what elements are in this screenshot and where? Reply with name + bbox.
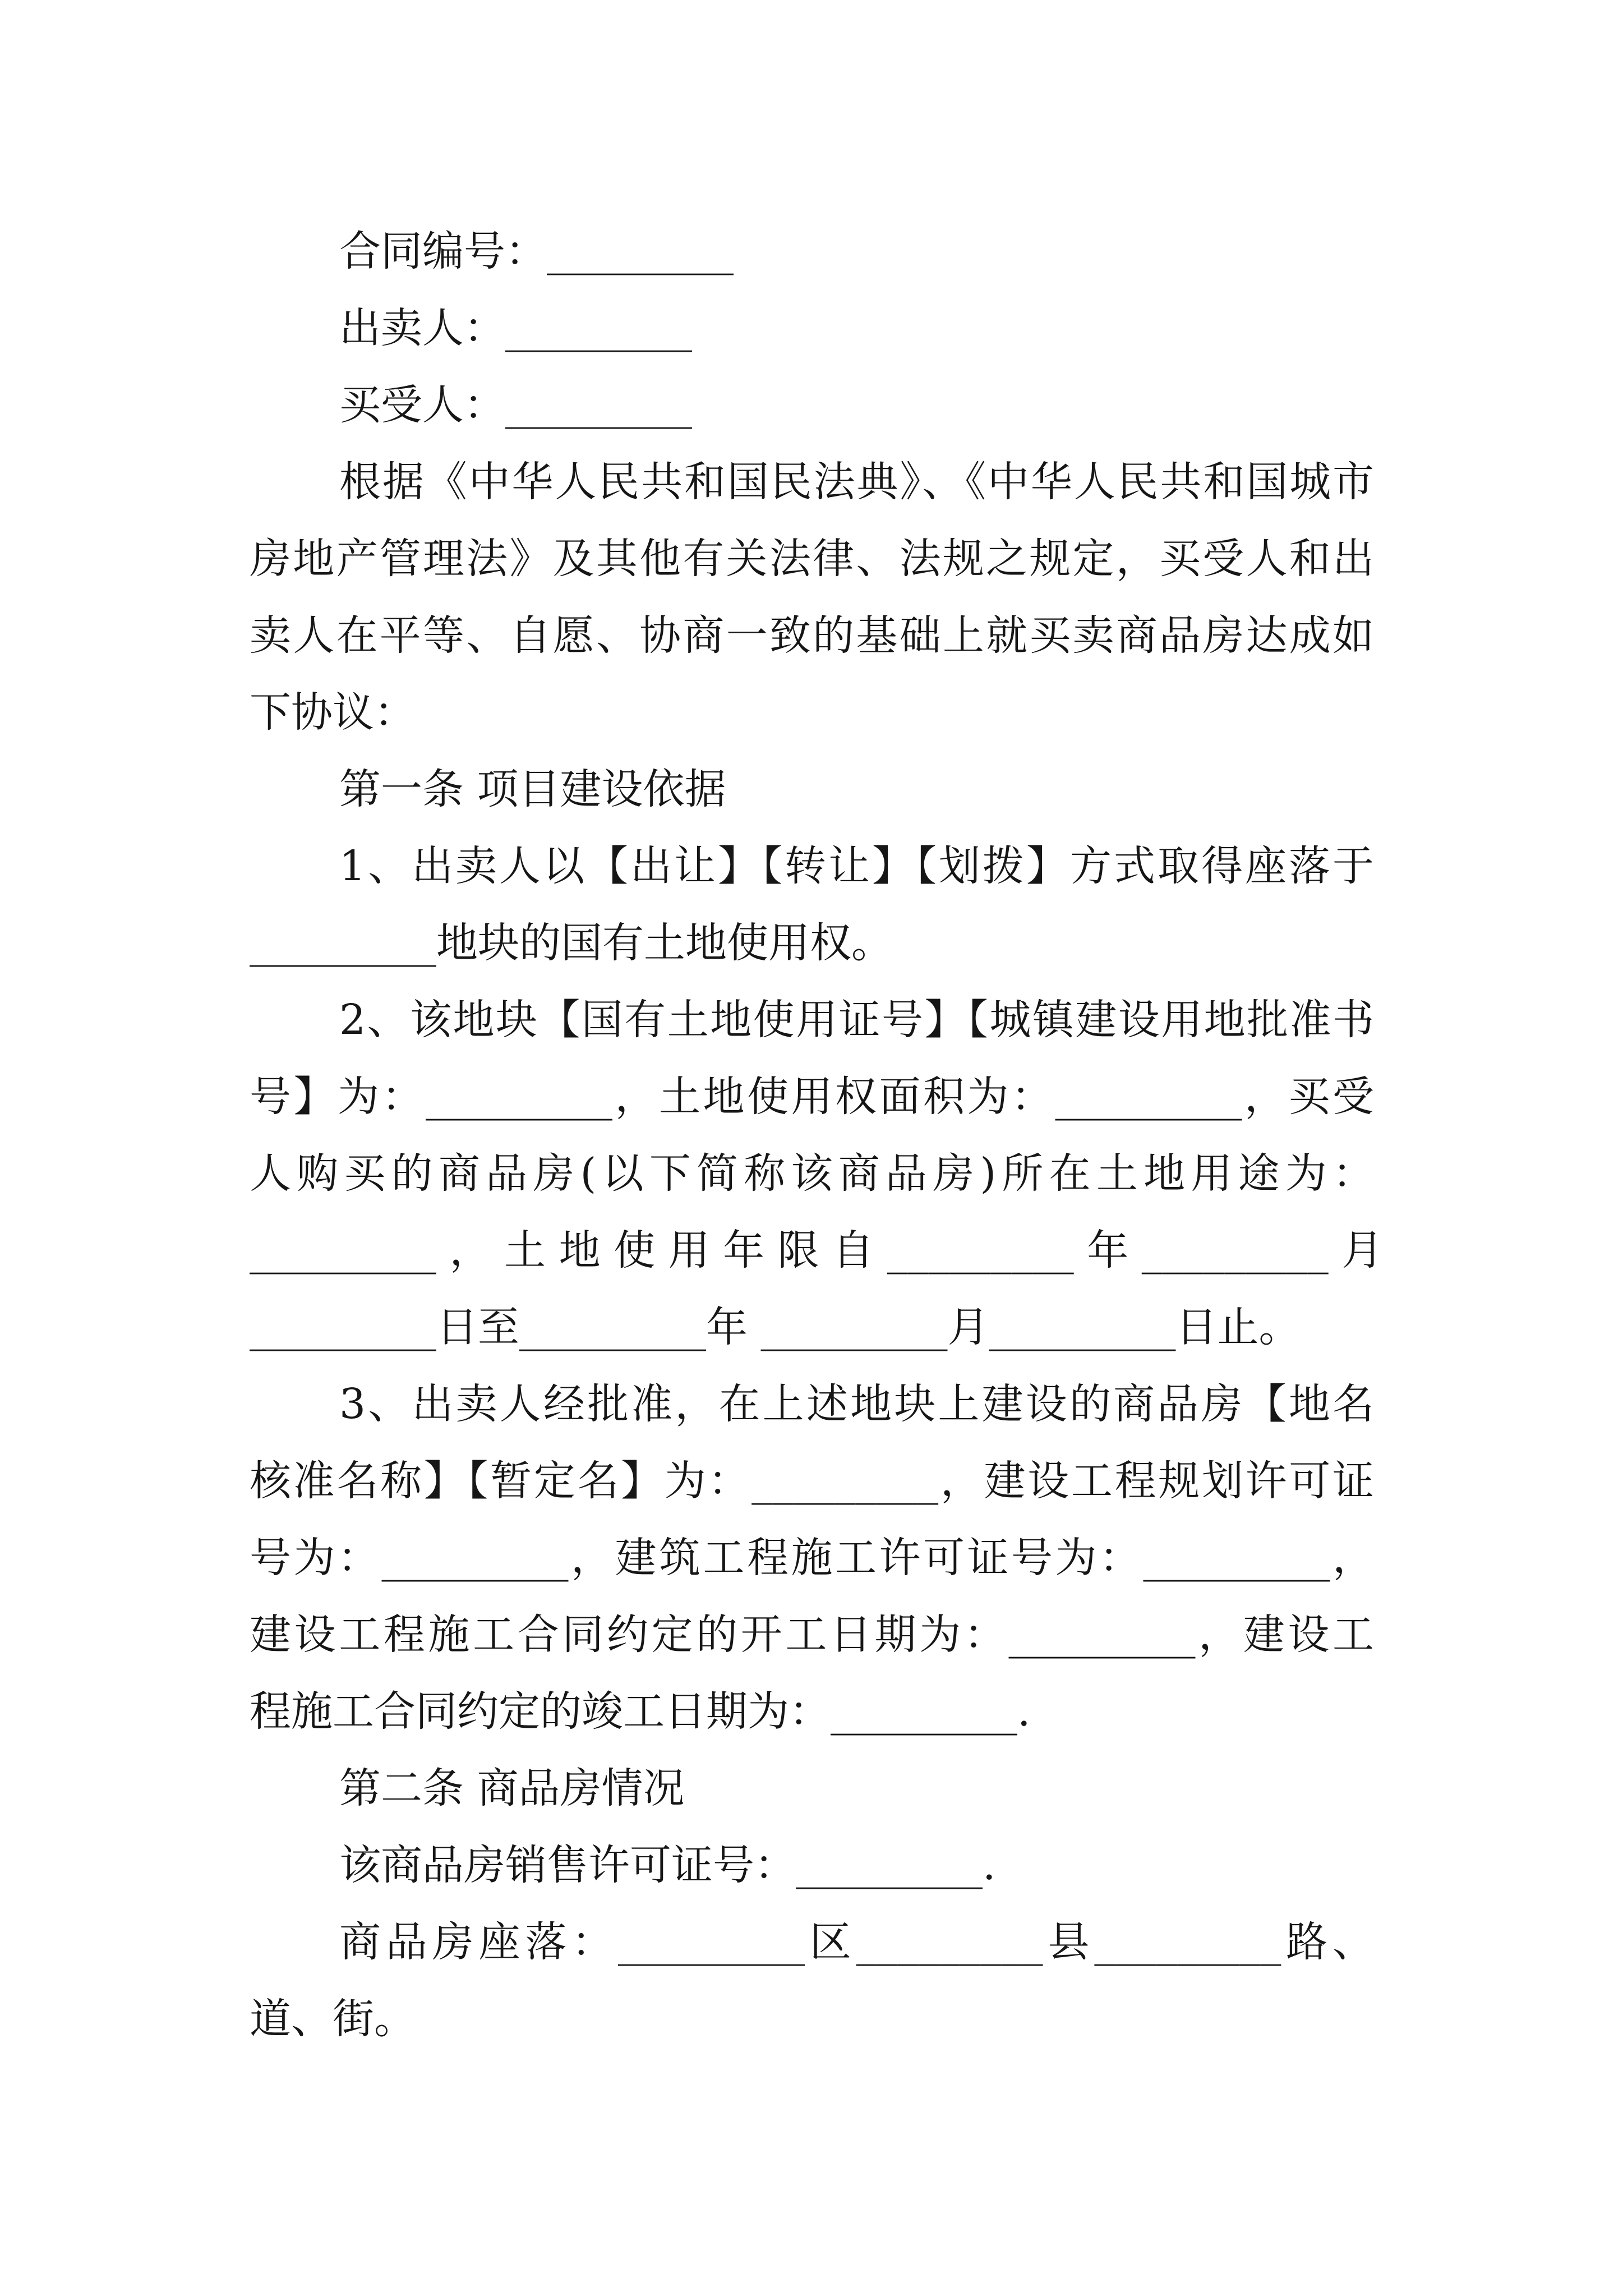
clause-3-line-5: 程施工合同约定的竣工日期为：_________. xyxy=(250,1687,1031,1736)
clause-2-line-3: 人购买的商品房(以下简称该商品房)所在土地用途为： xyxy=(250,1149,1374,1198)
clause-3-line-1: 3、出卖人经批准，在上述地块上建设的商品房【地名 xyxy=(339,1380,1374,1428)
article-2-heading: 第二条 商品房情况 xyxy=(339,1764,685,1812)
clause-3-line-3: 号为：_________，建筑工程施工许可证号为：_________， xyxy=(250,1534,1374,1582)
preamble-line-2: 房地产管理法》及其他有关法律、法规之规定，买受人和出 xyxy=(250,535,1374,583)
sales-permit-line: 该商品房销售许可证号：_________. xyxy=(339,1841,996,1889)
document-page xyxy=(0,213,1623,2058)
seller-line: 出卖人：_________ xyxy=(339,304,692,352)
preamble-line-3: 卖人在平等、自愿、协商一致的基础上就买卖商品房达成如 xyxy=(250,611,1374,660)
clause-1-line-2: _________地块的国有土地使用权。 xyxy=(250,919,893,967)
clause-1-line-1: 1、出卖人以【出让】【转让】【划拨】方式取得座落于 xyxy=(339,842,1374,890)
clause-2-line-5: _________日至_________年 _________月_________日止。 xyxy=(250,1303,1301,1351)
article-1-heading: 第一条 项目建设依据 xyxy=(339,765,726,813)
preamble-line-1: 根据《中华人民共和国民法典》、《中华人民共和国城市 xyxy=(339,458,1374,506)
clause-2-line-1: 2、该地块【国有土地使用证号】【城镇建设用地批准书 xyxy=(339,996,1374,1044)
preamble-line-4: 下协议： xyxy=(250,688,416,737)
contract-number-line: 合同编号：_________ xyxy=(339,227,734,275)
location-line-1: 商品房座落：_________区_________县_________路、 xyxy=(339,1918,1374,1966)
clause-3-line-2: 核准名称】【暂定名】为：_________，建设工程规划许可证 xyxy=(250,1457,1374,1505)
clause-3-line-4: 建设工程施工合同约定的开工日期为：_________，建设工 xyxy=(250,1611,1374,1659)
location-line-2: 道、街。 xyxy=(250,1995,416,2043)
buyer-line: 买受人：_________ xyxy=(339,381,692,429)
clause-2-line-4: _________ ， 土 地 使 用 年 限 自 _________ 年 _________ 月 xyxy=(250,1226,1384,1274)
clause-2-line-2: 号】为：_________，土地使用权面积为：_________，买受 xyxy=(250,1073,1374,1121)
